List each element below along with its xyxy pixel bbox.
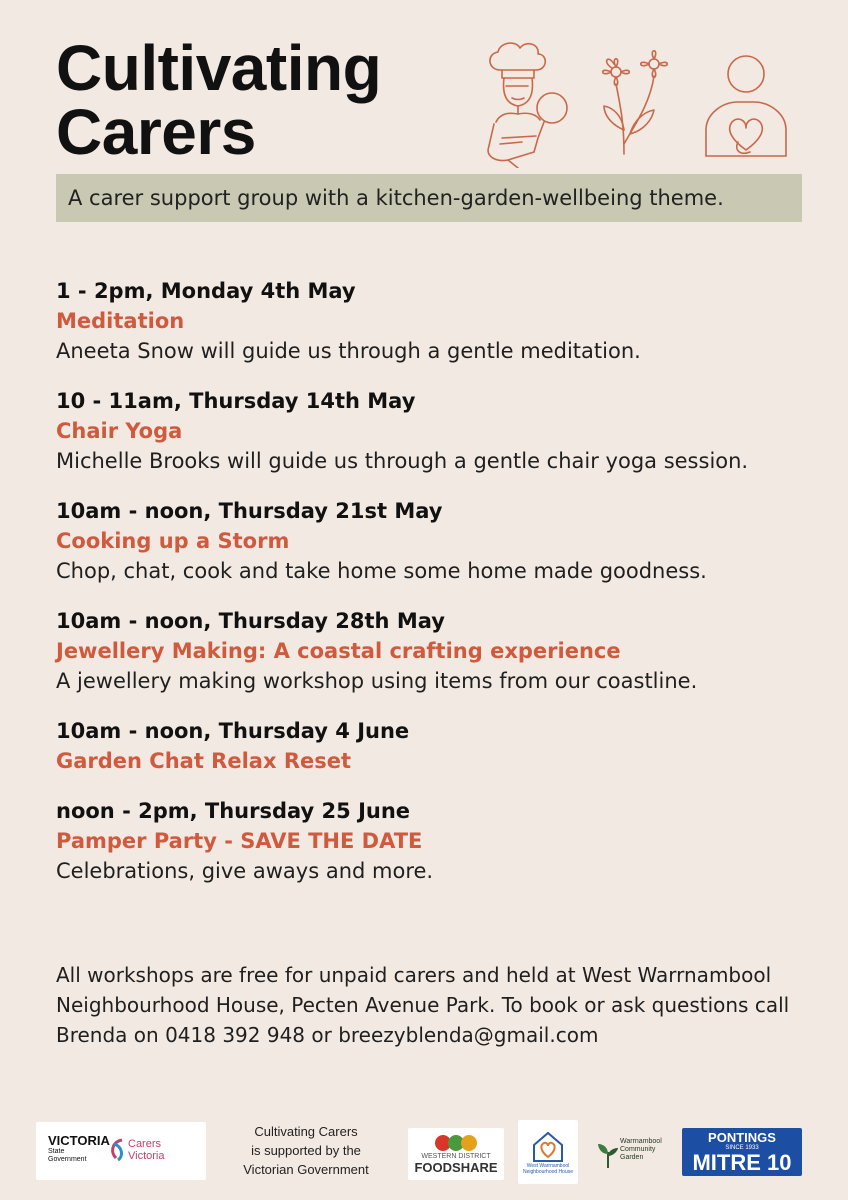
event-description: Chop, chat, cook and take home some home made goodness. <box>56 559 707 583</box>
subtitle-band: A carer support group with a kitchen-garden-wellbeing theme. <box>56 174 802 222</box>
event-title: Meditation <box>56 309 185 333</box>
west-warrnambool-neighbourhood-house-logo <box>518 1120 578 1184</box>
event-title: Chair Yoga <box>56 419 183 443</box>
event-item <box>56 496 816 586</box>
carers-victoria-icon <box>108 1136 126 1164</box>
event-item <box>56 386 816 476</box>
event-datetime: 10am - noon, Thursday 21st May <box>56 499 443 523</box>
victoria-sub-2: Government <box>48 1156 87 1163</box>
header-illustrations <box>470 38 800 168</box>
event-title: Pamper Party - SAVE THE DATE <box>56 829 423 853</box>
person-heart-icon <box>698 46 794 162</box>
carers-sub: Victoria <box>128 1150 165 1162</box>
victoria-wordmark: VICTORIA <box>48 1133 110 1148</box>
carers-wordmark: Carers <box>128 1138 162 1150</box>
page-title <box>56 32 382 168</box>
event-item <box>56 276 816 366</box>
foodshare-small-text: WESTERN DISTRICT <box>421 1153 491 1160</box>
event-description: Aneeta Snow will guide us through a gentle meditation. <box>56 339 641 363</box>
victoria-government-logo <box>36 1122 206 1180</box>
warrnambool-community-garden-logo <box>596 1134 676 1174</box>
foodshare-logo <box>408 1128 504 1180</box>
event-list <box>56 276 816 906</box>
event-title: Jewellery Making: A coastal crafting experience <box>56 639 621 663</box>
event-datetime: noon - 2pm, Thursday 25 June <box>56 799 411 823</box>
event-datetime: 10 - 11am, Thursday 14th May <box>56 389 416 413</box>
event-datetime: 10am - noon, Thursday 28th May <box>56 609 445 633</box>
event-description: Celebrations, give aways and more. <box>56 859 434 883</box>
chef-icon <box>478 40 574 168</box>
wwnh-line-2: Neighbourhood House <box>522 1169 574 1175</box>
wcg-line-2: Community <box>620 1146 656 1153</box>
wcg-line-1: Warrnambool <box>620 1138 662 1145</box>
title-line-2: Carers <box>56 96 256 168</box>
event-datetime: 10am - noon, Thursday 4 June <box>56 719 410 743</box>
wcg-text <box>620 1138 662 1162</box>
mitre10-wordmark: MITRE 10 <box>692 1149 792 1175</box>
pontings-since: SINCE 1933 <box>725 1144 759 1151</box>
produce-icon <box>431 1133 481 1153</box>
supported-line-1: Cultivating Carers <box>254 1124 358 1139</box>
carers-victoria-logo <box>128 1138 164 1162</box>
supported-line-3: Victorian Government <box>243 1162 369 1177</box>
supported-by-text <box>226 1122 386 1179</box>
supported-line-2: is supported by the <box>251 1143 361 1158</box>
victoria-logo-mark <box>48 1134 110 1164</box>
title-line-1: Cultivating <box>56 32 382 104</box>
foodshare-wordmark: FOODSHARE <box>414 1160 498 1175</box>
sprout-icon <box>596 1140 620 1170</box>
event-item <box>56 796 816 886</box>
wcg-line-3: Garden <box>620 1154 644 1161</box>
pontings-wordmark: PONTINGS <box>708 1129 776 1145</box>
event-datetime: 1 - 2pm, Monday 4th May <box>56 279 356 303</box>
victoria-sub-1: State <box>48 1148 65 1155</box>
event-description: Michelle Brooks will guide us through a gentle chair yoga session. <box>56 449 749 473</box>
event-description: A jewellery making workshop using items from our coastline. <box>56 669 698 693</box>
event-title: Garden Chat Relax Reset <box>56 749 352 773</box>
event-title: Cooking up a Storm <box>56 529 290 553</box>
event-item <box>56 606 816 696</box>
flowers-icon <box>594 44 682 164</box>
house-heart-icon <box>530 1129 566 1163</box>
booking-info: All workshops are free for unpaid carers and held at West Warrnambool Neighbourhood House, Pecten Avenue Park. To book or ask questions call Brenda on 0418 392 948 or breezyblenda@gmail.com <box>56 963 790 1047</box>
event-item <box>56 716 816 776</box>
pontings-mitre10-logo <box>682 1128 802 1176</box>
sponsor-logos <box>36 1120 816 1184</box>
wwnh-line-1: West Warrnambool <box>526 1163 570 1169</box>
